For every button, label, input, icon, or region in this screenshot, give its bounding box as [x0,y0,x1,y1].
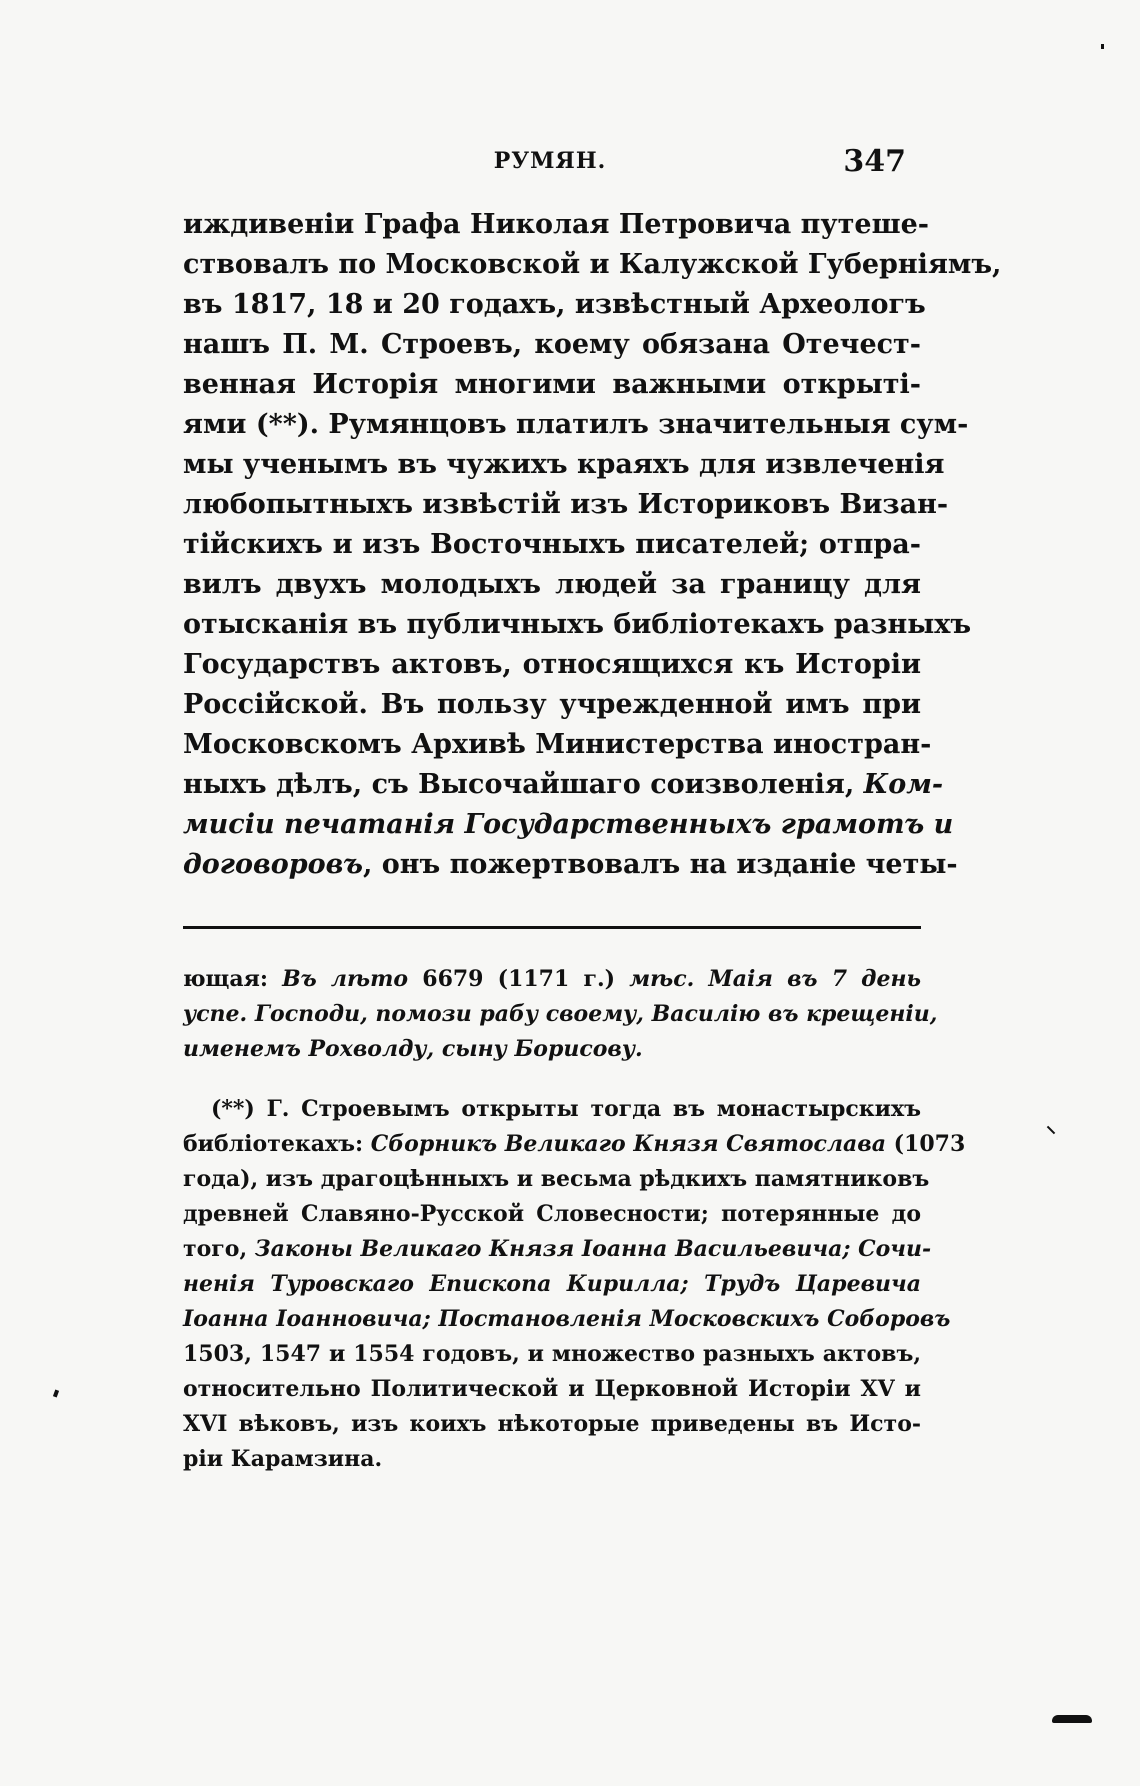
text-line: венная Исторія многими важными открыті- [183,369,921,400]
scan-speck [1101,44,1104,49]
footnote-line: успе. Господи, помози рабу своему, Василію въ крещеніи, [183,1001,938,1027]
text-line: Россійской. Въ пользу учрежденной имъ при [183,689,921,720]
footnote-line: (**) Г. Строевымъ открыты тогда въ монастырскихъ [211,1096,921,1122]
footnote-line: XVI вѣковъ, изъ коихъ нѣкоторые приведены въ Исто- [183,1411,921,1437]
text-line: иждивеніи Графа Николая Петровича путеше- [183,209,929,240]
text-line: ями (**). Румянцовъ платилъ значительныя сум- [183,409,969,440]
text-line: Государствъ актовъ, относящихся къ Исторіи [183,649,921,680]
footnote-line: ющая: Въ лѣто 6679 (1171 г.) мѣс. Маія въ 7 день [183,966,922,992]
footnote-line: ріи Карамзина. [183,1446,383,1472]
main-text [183,205,1002,885]
scan-speck [1047,1126,1055,1134]
text-line: любопытныхъ извѣстій изъ Историковъ Визан- [183,489,949,520]
footnote-line: относительно Политической и Церковной Исторіи XV и [183,1376,921,1402]
footnote-line: 1503, 1547 и 1554 годовъ, и множество разныхъ актовъ, [183,1341,921,1367]
footnote-separator [183,926,921,929]
footnote-line: древней Славяно-Русской Словесности; потерянные до [183,1201,921,1227]
text-line: вилъ двухъ молодыхъ людей за границу для [183,569,921,600]
text-line: договоровъ, онъ пожертвовалъ на изданіе четы- [183,849,958,880]
footnote-line: именемъ Рохволду, сыну Борисову. [183,1036,643,1062]
text-line: Московскомъ Архивѣ Министерства иностран- [183,729,932,760]
footnote-continuation [183,962,938,1067]
text-line: ствовалъ по Московской и Калужской Губерніямъ, [183,249,1002,280]
text-line: мы ученымъ въ чужихъ краяхъ для извлеченія [183,449,945,480]
footnote-line: года), изъ драгоцѣнныхъ и весьма рѣдкихъ памятниковъ [183,1166,930,1192]
running-head: РУМЯН. [493,148,607,174]
page-number: 347 [843,144,906,179]
text-line: тійскихъ и изъ Восточныхъ писателей; отпра- [183,529,921,560]
text-line: ныхъ дѣлъ, съ Высочайшаго соизволенія, Ком- [183,769,944,800]
text-line: нашъ П. М. Строевъ, коему обязана Отечест- [183,329,921,360]
text-line: отысканія въ публичныхъ библіотекахъ разныхъ [183,609,972,640]
footnote-line: Іоанна Іоанновича; Постановленія Московскихъ Соборовъ [183,1306,951,1332]
footnote-2 [183,1092,966,1477]
text-line: мисіи печатанія Государственныхъ грамотъ и [183,809,954,840]
scan-speck [1052,1715,1092,1723]
scan-speck [53,1390,59,1398]
footnote-line: ненія Туровскаго Епископа Кирилла; Трудъ Царевича [183,1271,921,1297]
text-line: въ 1817, 18 и 20 годахъ, извѣстный Археологъ [183,289,926,320]
footnote-line: того, Законы Великаго Князя Іоанна Васильевича; Сочи- [183,1236,932,1262]
footnote-line: библіотекахъ: Сборникъ Великаго Князя Святослава (1073 [183,1131,966,1157]
page-header [180,144,920,188]
